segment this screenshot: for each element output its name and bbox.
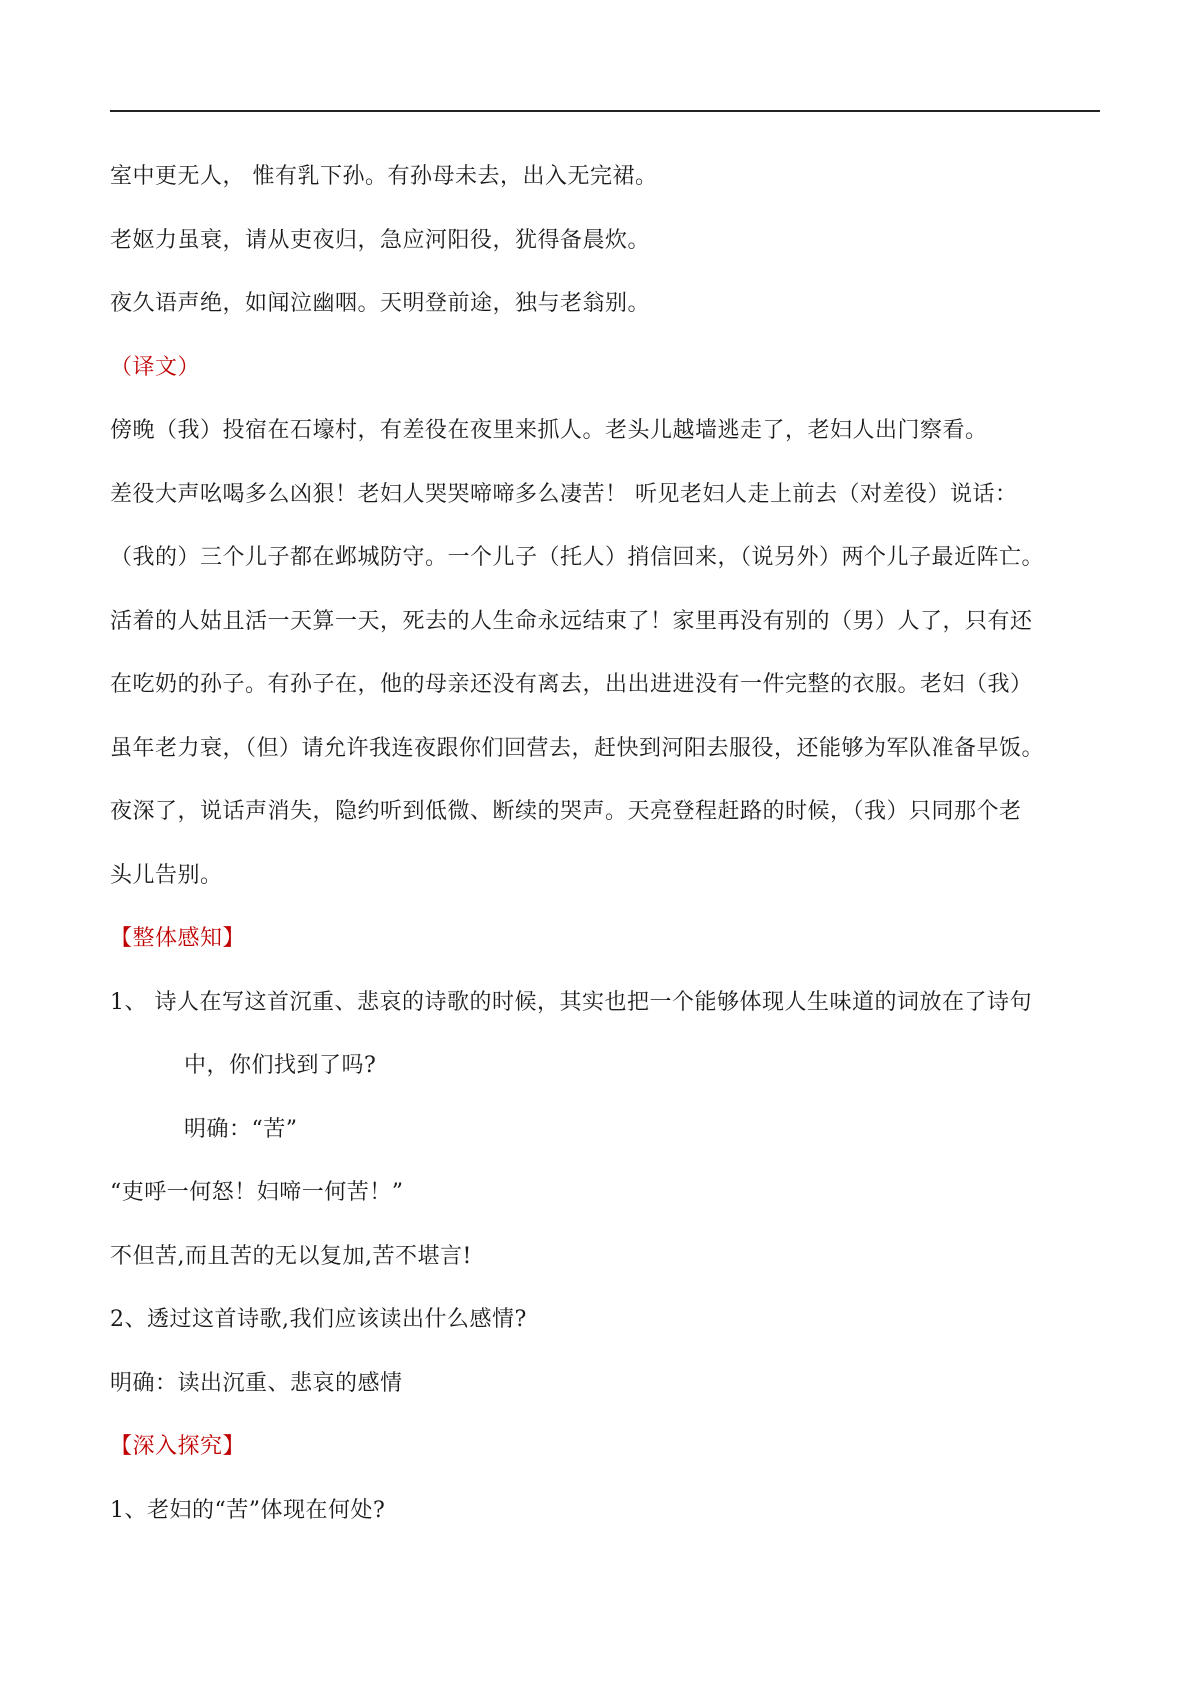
header-rule xyxy=(110,110,1100,112)
poem-line: 夜久语声绝，如闻泣幽咽。天明登前途，独与老翁别。 xyxy=(110,291,651,316)
translation-line: 虽年老力衰，（但）请允许我连夜跟你们回营去，赶快到河阳去服役，还能够为军队准备早饭。 xyxy=(110,735,1045,761)
translation-line: 差役大声吆喝多么凶狠！老妇人哭哭啼啼多么凄苦！ 听见老妇人走上前去（对差役）说话： xyxy=(110,481,1018,507)
translation-line: （我的）三个儿子都在邺城防守。一个儿子（托人）捎信回来，（说另外）两个儿子最近阵亡。 xyxy=(110,545,1045,570)
quote-line: “吏呼一何怒！妇啼一何苦！” xyxy=(110,1180,404,1205)
document-body xyxy=(110,145,1100,1542)
question-1-line-1: 1、 诗人在写这首沉重、悲哀的诗歌的时候，其实也把一个能够体现人生味道的词放在了诗句 xyxy=(110,989,1032,1015)
translation-line: 在吃奶的孙子。有孙子在，他的母亲还没有离去，出出进进没有一件完整的衣服。老妇（我） xyxy=(110,672,1033,697)
comment-line: 不但苦,而且苦的无以复加,苦不堪言! xyxy=(110,1243,472,1269)
translation-line: 夜深了，说话声消失，隐约听到低微、断续的哭声。天亮登程赶路的时候，（我）只同那个老 xyxy=(110,799,1022,824)
translation-heading: （译文） xyxy=(110,354,201,380)
question-2-answer: 明确：读出沉重、悲哀的感情 xyxy=(110,1370,403,1396)
translation-line: 头儿告别。 xyxy=(110,862,223,888)
poem-line: 老妪力虽衰，请从吏夜归，急应河阳役，犹得备晨炊。 xyxy=(110,227,651,253)
question-1-answer: 明确：“苦” xyxy=(184,1116,298,1142)
question-2: 2、透过这首诗歌,我们应该读出什么感情? xyxy=(110,1307,527,1332)
poem-line: 室中更无人， 惟有乳下孙。有孙母未去，出入无完裙。 xyxy=(110,164,658,189)
deep-question-1: 1、老妇的“苦”体现在何处? xyxy=(110,1497,386,1523)
translation-line: 傍晚（我）投宿在石壕村，有差役在夜里来抓人。老头儿越墙逃走了，老妇人出门察看。 xyxy=(110,418,988,443)
translation-line: 活着的人姑且活一天算一天，死去的人生命永远结束了！家里再没有别的（男）人了，只有还 xyxy=(110,608,1033,634)
question-1-line-2: 中，你们找到了吗? xyxy=(184,1053,377,1078)
section-heading-overall: 【整体感知】 xyxy=(110,926,246,951)
section-heading-deep: 【深入探究】 xyxy=(110,1434,246,1459)
